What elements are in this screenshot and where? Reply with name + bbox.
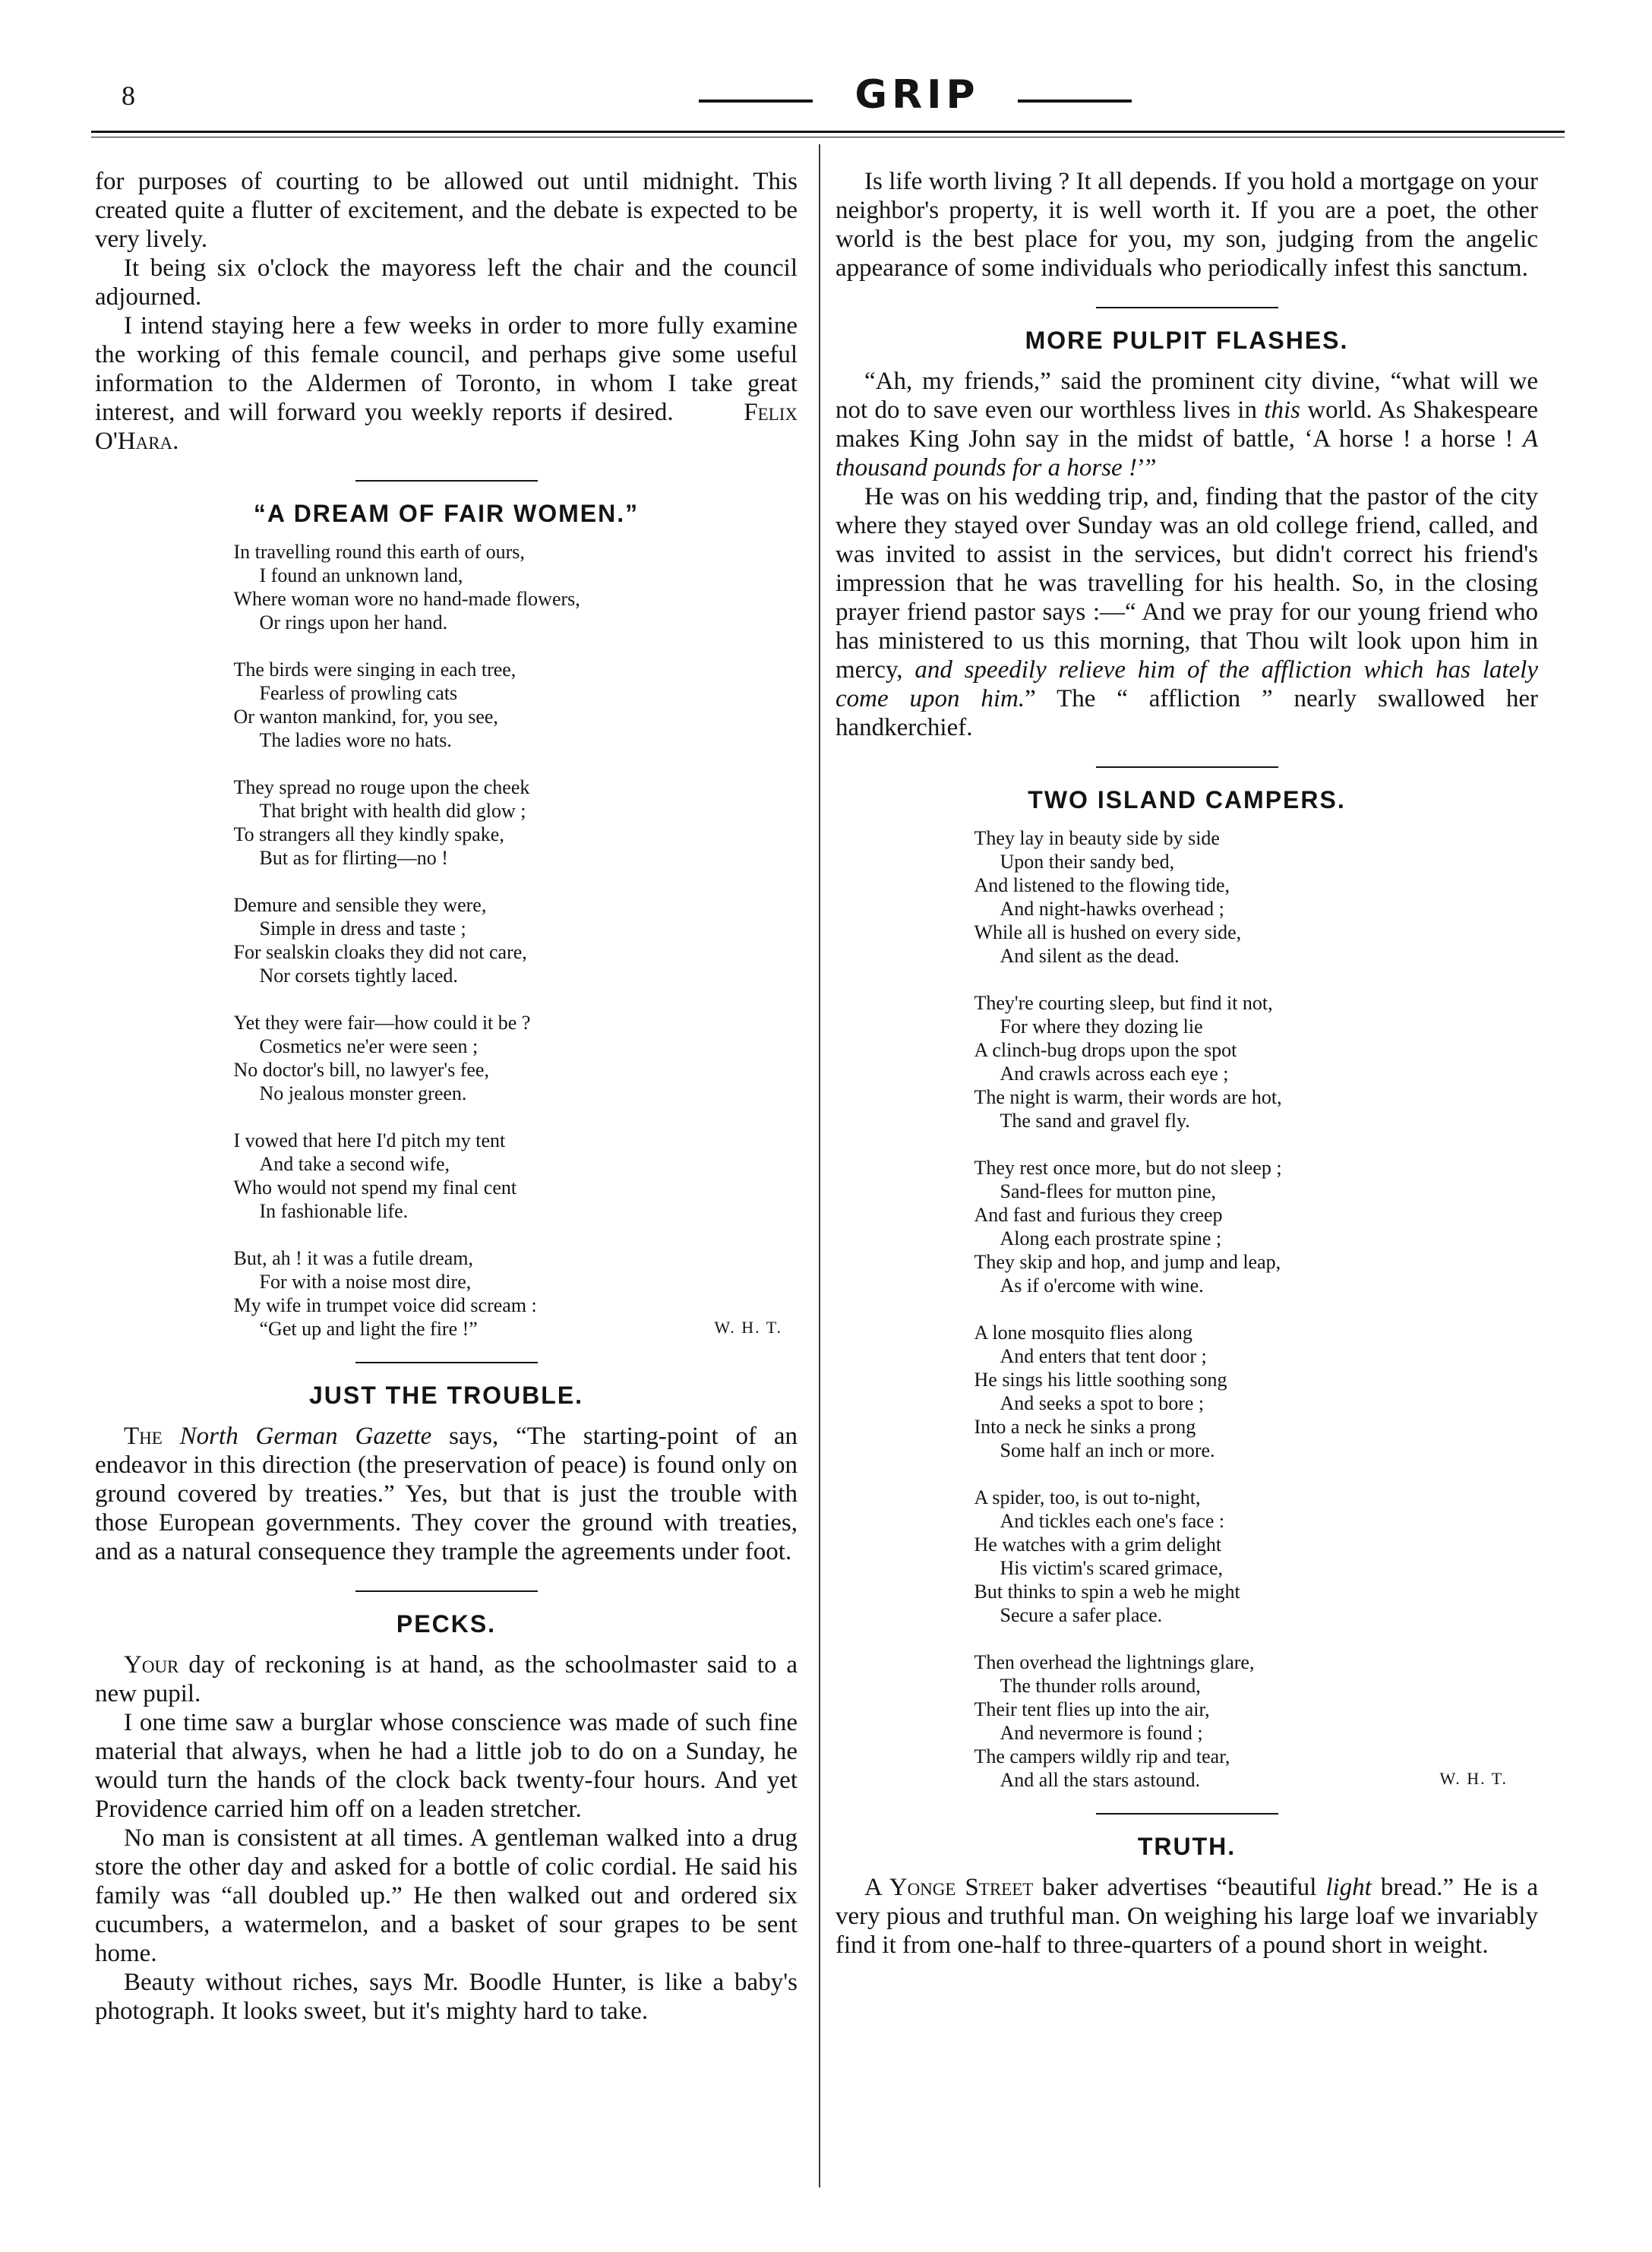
stanza bbox=[974, 826, 1400, 968]
author-signature: Felix O'Hara. bbox=[95, 399, 798, 455]
lead-words: A Yonge Street bbox=[864, 1874, 1034, 1901]
paragraph-text: ” The “ affliction ” nearly swallowed her handkerchief. bbox=[835, 685, 1538, 741]
stanza bbox=[974, 1486, 1400, 1627]
paragraph: for purposes of courting to be allowed out until midnight. This created quite a flutter of excitement, and the debate is expected to be very lively. bbox=[95, 168, 798, 253]
article-more-pulpit-flashes bbox=[835, 327, 1538, 742]
poem-line: As if o'ercome with wine. bbox=[1000, 1274, 1204, 1297]
poem-line: And take a second wife, bbox=[259, 1153, 450, 1175]
paragraph bbox=[835, 482, 1538, 742]
masthead bbox=[91, 72, 1565, 118]
left-column bbox=[95, 167, 798, 2026]
stanza bbox=[234, 540, 659, 634]
poem-line: His victim's scared grimace, bbox=[1000, 1557, 1223, 1579]
poem-line: But thinks to spin a web he might bbox=[974, 1581, 1240, 1603]
section-divider bbox=[1096, 307, 1278, 308]
poem-line: Cosmetics ne'er were seen ; bbox=[259, 1035, 479, 1057]
poem-line: A lone mosquito flies along bbox=[974, 1322, 1192, 1344]
poem-line: He watches with a grim delight bbox=[974, 1533, 1222, 1556]
article-body bbox=[835, 367, 1538, 742]
poem-line: Sand-flees for mutton pine, bbox=[1000, 1180, 1216, 1202]
italic-text: and speedily relieve him of the affliction which has lately come upon him. bbox=[835, 656, 1538, 712]
poem-line: Upon their sandy bed, bbox=[1000, 851, 1175, 873]
paragraph-text: bread.” He is a very pious and truthful man. On weighing his large loaf we invariably find it from one-half to three-quarters of a pound short in weight. bbox=[835, 1874, 1539, 1959]
poem-line: The night is warm, their words are hot, bbox=[974, 1086, 1282, 1108]
poem-two-island-campers bbox=[835, 786, 1538, 1789]
poem-line: “Get up and light the fire !” bbox=[259, 1318, 478, 1340]
poem-line: While all is hushed on every side, bbox=[974, 921, 1242, 943]
article-truth bbox=[835, 1833, 1538, 1960]
paragraph bbox=[835, 1873, 1538, 1960]
paragraph-text: I intend staying here a few weeks in order to more fully examine the working of this female council, and perhaps give some useful information to the Aldermen of Toronto, in whom I take great interest, and will forward you weekly reports if desired. bbox=[95, 312, 798, 426]
poem-line: Who would not spend my final cent bbox=[233, 1177, 517, 1199]
article-life-worth-living bbox=[835, 167, 1538, 283]
poem-line: They rest once more, but do not sleep ; bbox=[974, 1157, 1282, 1179]
poem-line: And night-hawks overhead ; bbox=[1000, 898, 1224, 920]
poem-line: Their tent flies up into the air, bbox=[974, 1698, 1210, 1720]
paragraph-text: baker advertises “beautiful bbox=[1042, 1874, 1317, 1901]
poem-line: They spread no rouge upon the cheek bbox=[233, 776, 530, 798]
poem-line: They lay in beauty side by side bbox=[974, 827, 1220, 849]
poem-line: Demure and sensible they were, bbox=[233, 894, 487, 916]
poem-line: Simple in dress and taste ; bbox=[259, 918, 466, 940]
article-body bbox=[835, 1873, 1538, 1960]
section-divider bbox=[1096, 766, 1278, 768]
stanza bbox=[234, 775, 659, 870]
paragraph: I one time saw a burglar whose conscience was made of such fine material that always, when he had a little job to do on a Sunday, he would turn the hands of the clock back twenty-four hours. And yet Providence carried him off on a leaden stretcher. bbox=[95, 1709, 798, 1823]
poem-line: He sings his little soothing song bbox=[974, 1369, 1227, 1391]
poem-body bbox=[974, 826, 1400, 1792]
poem-signature: W. H. T. bbox=[1439, 1769, 1508, 1788]
stanza bbox=[974, 1156, 1400, 1297]
poem-line: And silent as the dead. bbox=[1000, 945, 1180, 967]
poem-signature: W. H. T. bbox=[714, 1318, 782, 1337]
poem-line: In fashionable life. bbox=[259, 1200, 409, 1222]
poem-line: The sand and gravel fly. bbox=[1000, 1110, 1190, 1132]
stanza bbox=[234, 1129, 659, 1223]
stanza bbox=[974, 991, 1400, 1132]
poem-line: Into a neck he sinks a prong bbox=[974, 1416, 1196, 1438]
poem-line: And listened to the flowing tide, bbox=[974, 874, 1230, 896]
poem-line: No jealous monster green. bbox=[259, 1082, 467, 1104]
poem-line: And enters that tent door ; bbox=[1000, 1345, 1207, 1367]
newspaper-name: North German Gazette bbox=[179, 1423, 432, 1450]
article-just-the-trouble bbox=[95, 1382, 798, 1566]
closing-quote: ’” bbox=[1136, 454, 1157, 482]
poem-line: For sealskin cloaks they did not care, bbox=[233, 941, 527, 963]
article-body bbox=[95, 1422, 798, 1566]
poem-line: And all the stars astound. bbox=[1000, 1769, 1201, 1791]
paragraph-text: world. As Shakespeare makes King John say in the midst of battle, ‘A horse ! a horse ! bbox=[835, 396, 1539, 453]
italic-text: this bbox=[1264, 396, 1300, 424]
poem-line: They skip and hop, and jump and leap, bbox=[974, 1251, 1281, 1273]
title-block bbox=[684, 72, 1155, 118]
paragraph bbox=[95, 1650, 798, 1708]
poem-line: Then overhead the lightnings glare, bbox=[974, 1651, 1255, 1673]
poem-line: For where they dozing lie bbox=[1000, 1015, 1203, 1038]
poem-line: Where woman wore no hand-made flowers, bbox=[233, 588, 580, 610]
paragraph bbox=[835, 367, 1538, 482]
paragraph bbox=[95, 1422, 798, 1566]
poem-line: For with a noise most dire, bbox=[259, 1271, 472, 1293]
poem-line: No doctor's bill, no lawyer's fee, bbox=[233, 1059, 489, 1081]
lead-word: The bbox=[124, 1423, 163, 1450]
poem-line: And seeks a spot to bore ; bbox=[1000, 1392, 1205, 1414]
poem-line: And nevermore is found ; bbox=[1000, 1722, 1203, 1744]
poem-line: The ladies wore no hats. bbox=[259, 729, 452, 751]
paragraph: Beauty without riches, says Mr. Boodle Hunter, is like a baby's photograph. It looks sweet, but it's mighty hard to take. bbox=[95, 1969, 798, 2025]
article-pecks bbox=[95, 1610, 798, 2026]
poem-line: And fast and furious they creep bbox=[974, 1204, 1223, 1226]
italic-text: A thousand pounds for a horse ! bbox=[835, 425, 1538, 482]
poem-line: But as for flirting—no ! bbox=[259, 847, 448, 869]
poem-line: Yet they were fair—how could it be ? bbox=[233, 1012, 531, 1034]
poem-line: And crawls across each eye ; bbox=[1000, 1063, 1229, 1085]
paragraph: No man is consistent at all times. A gentleman walked into a drug store the other day and asked for a bottle of colic cordial. He said his family was “all doubled up.” He then walked out and ordered six cucumbers, a watermelon, and a basket of sour grapes to be sent home. bbox=[95, 1824, 798, 1967]
poem-line: In travelling round this earth of ours, bbox=[233, 541, 525, 563]
article-heading: MORE PULPIT FLASHES. bbox=[1025, 327, 1349, 354]
poem-line: The thunder rolls around, bbox=[1000, 1675, 1201, 1697]
poem-line: Secure a safer place. bbox=[1000, 1604, 1163, 1626]
poem-line: To strangers all they kindly spake, bbox=[233, 823, 504, 845]
poem-line: Fearless of prowling cats bbox=[259, 682, 458, 704]
stanza bbox=[234, 1011, 659, 1105]
poem-line: Along each prostrate spine ; bbox=[1000, 1227, 1222, 1249]
article-body bbox=[95, 1650, 798, 2026]
title-ornament-left bbox=[699, 99, 813, 103]
poem-heading: TWO ISLAND CAMPERS. bbox=[1028, 786, 1346, 813]
stanza bbox=[234, 893, 659, 987]
paragraph-text: He was on his wedding trip, and, finding that the pastor of the city where they stayed over Sunday was an old college friend, called, and was invited to assist in the services, but didn't correct his friend's impression that he was travelling for his health. So, in the closing prayer friend pastor says :—“ And we pray for our young friend who has ministered to us this morning, that Thou wilt look upon him in mercy, bbox=[835, 483, 1538, 684]
poem-line: And tickles each one's face : bbox=[1000, 1510, 1225, 1532]
paragraph: It being six o'clock the mayoress left the chair and the council adjourned. bbox=[95, 254, 798, 311]
paragraph bbox=[95, 311, 798, 456]
stanza bbox=[234, 658, 659, 752]
poem-line: Nor corsets tightly laced. bbox=[259, 965, 458, 987]
italic-text: light bbox=[1325, 1874, 1372, 1901]
poem-line: The birds were singing in each tree, bbox=[233, 659, 516, 681]
section-divider bbox=[355, 1590, 538, 1592]
poem-line: A spider, too, is out to-night, bbox=[974, 1486, 1201, 1508]
lead-word: Your bbox=[124, 1651, 179, 1679]
letter-continuation bbox=[95, 167, 798, 456]
poem-heading: “A DREAM OF FAIR WOMEN.” bbox=[253, 500, 640, 527]
article-heading: PECKS. bbox=[396, 1610, 497, 1638]
poem-line: Or rings upon her hand. bbox=[259, 611, 448, 633]
poem-line: The campers wildly rip and tear, bbox=[974, 1745, 1230, 1767]
article-heading: TRUTH. bbox=[1137, 1833, 1237, 1860]
poem-line: Or wanton mankind, for, you see, bbox=[233, 706, 498, 728]
column-divider bbox=[819, 144, 820, 2187]
article-heading: JUST THE TROUBLE. bbox=[308, 1382, 584, 1409]
paragraph-text: “Ah, my friends,” said the prominent city divine, “what will we not do to save even our worthless lives in bbox=[835, 368, 1538, 424]
poem-line: I vowed that here I'd pitch my tent bbox=[233, 1129, 506, 1151]
header-rule-thick bbox=[91, 131, 1565, 133]
title-ornament-right bbox=[1018, 99, 1132, 103]
poem-line: My wife in trumpet voice did scream : bbox=[233, 1294, 537, 1316]
page-number: 8 bbox=[122, 81, 135, 111]
poem-line: Some half an inch or more. bbox=[1000, 1439, 1215, 1461]
poem-line: But, ah ! it was a futile dream, bbox=[233, 1247, 474, 1269]
poem-line: That bright with health did glow ; bbox=[259, 800, 526, 822]
publication-title: GRIP bbox=[854, 72, 980, 118]
right-column bbox=[835, 167, 1538, 1960]
section-divider bbox=[355, 1362, 538, 1363]
paragraph-text: day of reckoning is at hand, as the schoolmaster said to a new pupil. bbox=[95, 1651, 798, 1707]
section-divider bbox=[1096, 1813, 1278, 1815]
poem-body bbox=[234, 540, 659, 1341]
paragraph: Is life worth living ? It all depends. If you hold a mortgage on your neighbor's property, it is well worth it. If you are a poet, the other world is the best place for you, my son, judging from the angelic appearance of some individuals who periodically infest this sanctum. bbox=[835, 168, 1538, 282]
poem-dream-of-fair-women bbox=[95, 500, 798, 1338]
poem-line: They're courting sleep, but find it not, bbox=[974, 992, 1273, 1014]
stanza bbox=[974, 1321, 1400, 1462]
section-divider bbox=[355, 480, 538, 482]
poem-line: A clinch-bug drops upon the spot bbox=[974, 1039, 1237, 1061]
paragraph-text: says, “The starting-point of an endeavor in this direction (the preservation of peace) is found only on ground covered by treaties.” Yes, but that is just the trouble with those European governments. They cover the ground with treaties, and as a natural consequence they trample the agreements under foot. bbox=[95, 1423, 798, 1565]
poem-line: I found an unknown land, bbox=[259, 564, 463, 586]
